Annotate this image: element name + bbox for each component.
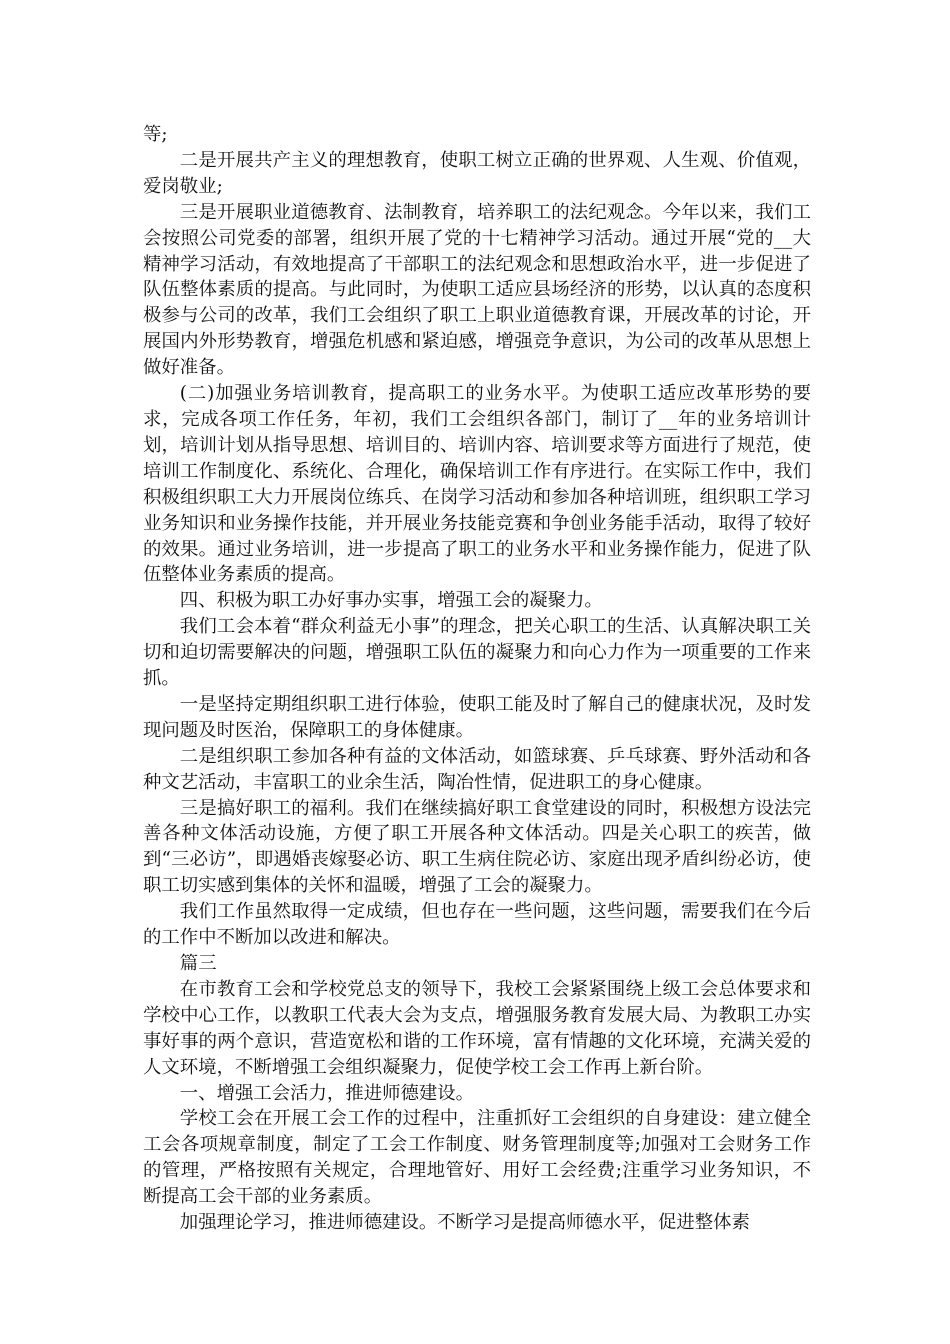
section-heading-1: 一、增强工会活力，推进师德建设。 [179, 1082, 475, 1104]
paragraph-4: (二)加强业务培训教育，提高职工的业务水平。为使职工适应改革形势的要求，完成各项工作任务，年初，我们工会组织各部门，制订了__年的业务培训计划，培训计划从指导思想、培训目的、培训内容、培训要求等方面进行了规范，使培训工作制度化、系统化、合理化，确保培训工作有序进行。在实际工作中，我们积极组织职工大力开展岗位练兵、在岗学习活动和参加各种培训班，组织职工学习业务知识和业务操作技能，并开展业务技能竞赛和争创业务能手活动，取得了较好的效果。通过业务培训，进一步提高了职工的业务水平和业务操作能力，促进了队伍整体业务素质的提高。 [143, 383, 811, 586]
paragraph-8: 二是组织职工参加各种有益的文体活动，如篮球赛、乒乓球赛、野外活动和各种文艺活动，丰富职工的业余生活，陶冶性情，促进职工的身心健康。 [143, 745, 811, 793]
paragraph-9: 三是搞好职工的福利。我们在继续搞好职工食堂建设的同时，积极想方设法完善各种文体活动设施，方便了职工开展各种文体活动。四是关心职工的疾苦，做到“三必访”，即遇婚丧嫁娶必访、职工生病住院必访、家庭出现矛盾纠纷必访，使职工切实感到集体的关怀和温暖，增强了工会的凝聚力。 [143, 797, 811, 897]
paragraph-10: 我们工作虽然取得一定成绩，但也存在一些问题，这些问题，需要我们在今后的工作中不断加以改进和解决。 [143, 901, 811, 949]
paragraph-14: 学校工会在开展工会工作的过程中，注重抓好工会组织的自身建设：建立健全工会各项规章制度，制定了工会工作制度、财务管理制度等;加强对工会财务工作的管理，严格按照有关规定，合理地管好、用好工会经费;注重学习业务知识，不断提高工会干部的业务素质。 [143, 1108, 811, 1208]
paragraph-12: 在市教育工会和学校党总支的领导下，我校工会紧紧围绕上级工会总体要求和学校中心工作，以教职工代表大会为支点，增强服务教育发展大局、为教职工办实事好事的两个意识，营造宽松和谐的工作环境，富有情趣的文化环境，充满关爱的人文环境，不断增强工会组织凝聚力，促使学校工会工作再上新台阶。 [143, 978, 811, 1078]
paragraph-7: 一是坚持定期组织职工进行体验，使职工能及时了解自己的健康状况，及时发现问题及时医治，保障职工的身体健康。 [143, 693, 811, 741]
paragraph-1: 等; [143, 124, 168, 145]
paragraph-3: 三是开展职业道德教育、法制教育，培养职工的法纪观念。今年以来，我们工会按照公司党委的部署，组织开展了党的十七精神学习活动。通过开展“党的__大精神学习活动，有效地提高了干部职工的法纪观念和思想政治水平，进一步促进了队伍整体素质的提高。与此同时，为使职工适应县场经济的形势，以认真的态度积极参与公司的改革，我们工会组织了职工上职业道德教育课，开展改革的讨论，开展国内外形势教育，增强危机感和紧迫感，增强竞争意识，为公司的改革从思想上做好准备。 [143, 201, 811, 379]
paragraph-2: 二是开展共产主义的理想教育，使职工树立正确的世界观、人生观、价值观，爱岗敬业; [143, 149, 811, 197]
paragraph-6: 我们工会本着“群众利益无小事”的理念，把关心职工的生活、认真解决职工关切和迫切需要解决的问题，增强职工队伍的凝聚力和向心力作为一项重要的工作来抓。 [143, 616, 811, 690]
section-heading-4: 四、积极为职工办好事办实事，增强工会的凝聚力。 [179, 590, 603, 612]
document-body [143, 122, 811, 1236]
part-heading-3: 篇三 [179, 953, 217, 974]
paragraph-15: 加强理论学习，推进师德建设。不断学习是提高师德水平，促进整体素 [179, 1212, 750, 1234]
